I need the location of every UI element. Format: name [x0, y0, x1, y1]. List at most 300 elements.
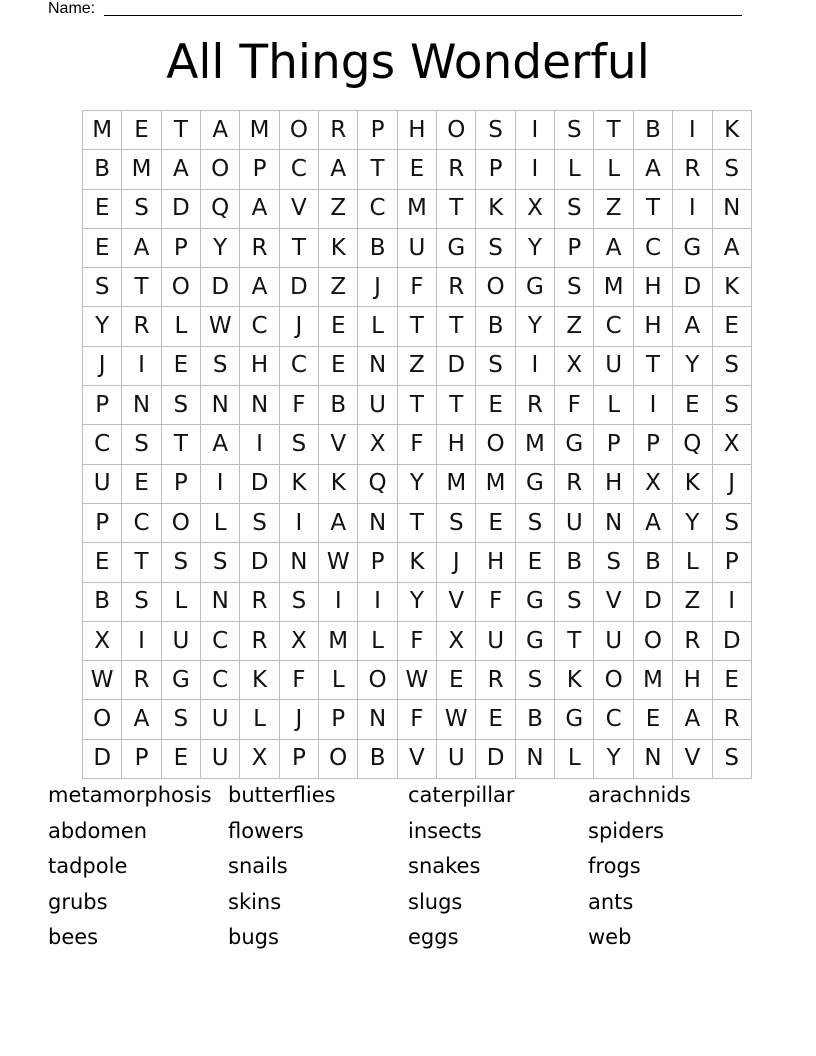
grid-cell: V	[397, 739, 436, 778]
grid-cell: P	[161, 228, 200, 267]
grid-cell: V	[594, 582, 633, 621]
word-list-item: flowers	[228, 818, 304, 843]
grid-cell: Y	[515, 307, 554, 346]
word-list	[48, 778, 768, 956]
grid-cell: J	[279, 700, 318, 739]
grid-cell: M	[476, 464, 515, 503]
grid-cell: L	[161, 307, 200, 346]
grid-cell: A	[594, 228, 633, 267]
grid-cell: B	[633, 111, 672, 150]
grid-cell: A	[122, 228, 161, 267]
grid-cell: T	[397, 503, 436, 542]
grid-cell: Y	[673, 346, 712, 385]
grid-cell: T	[437, 189, 476, 228]
grid-cell: M	[122, 150, 161, 189]
grid-cell: E	[476, 503, 515, 542]
grid-cell: N	[201, 582, 240, 621]
grid-cell: S	[555, 111, 594, 150]
grid-cell: B	[476, 307, 515, 346]
grid-cell: L	[358, 307, 397, 346]
grid-cell: M	[319, 621, 358, 660]
grid-cell: L	[594, 386, 633, 425]
grid-cell: E	[673, 386, 712, 425]
grid-cell: Y	[594, 739, 633, 778]
grid-row	[83, 268, 752, 307]
grid-cell: G	[673, 228, 712, 267]
grid-row	[83, 582, 752, 621]
grid-cell: I	[633, 386, 672, 425]
grid-cell: U	[161, 621, 200, 660]
grid-cell: S	[122, 582, 161, 621]
grid-cell: J	[279, 307, 318, 346]
grid-cell: Z	[319, 268, 358, 307]
grid-cell: E	[712, 307, 751, 346]
grid-cell: X	[358, 425, 397, 464]
grid-cell: F	[279, 661, 318, 700]
grid-row	[83, 700, 752, 739]
grid-cell: E	[83, 228, 122, 267]
grid-cell: I	[201, 464, 240, 503]
grid-cell: N	[515, 739, 554, 778]
grid-cell: C	[358, 189, 397, 228]
grid-cell: I	[122, 346, 161, 385]
grid-cell: P	[279, 739, 318, 778]
grid-cell: B	[555, 543, 594, 582]
grid-cell: D	[201, 268, 240, 307]
grid-cell: R	[437, 268, 476, 307]
grid-cell: X	[555, 346, 594, 385]
grid-cell: T	[594, 111, 633, 150]
grid-cell: T	[397, 386, 436, 425]
grid-cell: O	[476, 268, 515, 307]
grid-cell: L	[673, 543, 712, 582]
grid-cell: W	[83, 661, 122, 700]
grid-cell: D	[437, 346, 476, 385]
grid-cell: D	[712, 621, 751, 660]
grid-cell: L	[555, 739, 594, 778]
grid-cell: T	[437, 307, 476, 346]
grid-cell: H	[594, 464, 633, 503]
word-list-item: slugs	[408, 889, 463, 914]
grid-cell: R	[240, 621, 279, 660]
grid-cell: P	[476, 150, 515, 189]
grid-cell: D	[161, 189, 200, 228]
grid-cell: U	[594, 621, 633, 660]
grid-cell: Z	[397, 346, 436, 385]
grid-cell: M	[515, 425, 554, 464]
grid-cell: T	[555, 621, 594, 660]
grid-cell: X	[515, 189, 554, 228]
grid-cell: E	[122, 464, 161, 503]
grid-cell: H	[633, 268, 672, 307]
grid-cell: N	[201, 386, 240, 425]
grid-cell: V	[673, 739, 712, 778]
grid-cell: J	[358, 268, 397, 307]
grid-cell: Z	[673, 582, 712, 621]
grid-cell: V	[319, 425, 358, 464]
grid-cell: U	[555, 503, 594, 542]
grid-cell: B	[83, 150, 122, 189]
grid-cell: U	[437, 739, 476, 778]
grid-cell: C	[122, 503, 161, 542]
grid-row	[83, 425, 752, 464]
grid-cell: O	[594, 661, 633, 700]
grid-cell: E	[83, 543, 122, 582]
grid-cell: N	[633, 739, 672, 778]
grid-cell: S	[122, 425, 161, 464]
grid-cell: S	[476, 111, 515, 150]
grid-cell: S	[555, 189, 594, 228]
grid-cell: S	[555, 582, 594, 621]
grid-cell: D	[476, 739, 515, 778]
grid-cell: S	[122, 189, 161, 228]
grid-cell: L	[358, 621, 397, 660]
grid-cell: E	[83, 189, 122, 228]
grid-row	[83, 739, 752, 778]
word-list-item: abdomen	[48, 818, 148, 843]
grid-cell: E	[515, 543, 554, 582]
grid-cell: R	[319, 111, 358, 150]
word-list-item: frogs	[588, 854, 641, 879]
grid-cell: R	[673, 150, 712, 189]
grid-cell: Y	[201, 228, 240, 267]
grid-row	[83, 386, 752, 425]
word-list-item: web	[588, 925, 632, 950]
grid-cell: O	[319, 739, 358, 778]
grid-cell: E	[633, 700, 672, 739]
grid-cell: M	[83, 111, 122, 150]
grid-cell: O	[476, 425, 515, 464]
grid-cell: S	[161, 700, 200, 739]
grid-cell: S	[476, 228, 515, 267]
word-list-item: insects	[408, 818, 482, 843]
grid-cell: A	[161, 150, 200, 189]
grid-cell: K	[712, 268, 751, 307]
grid-cell: N	[358, 346, 397, 385]
grid-cell: F	[476, 582, 515, 621]
grid-cell: C	[201, 661, 240, 700]
grid-row	[83, 503, 752, 542]
grid-cell: T	[279, 228, 318, 267]
grid-cell: V	[437, 582, 476, 621]
grid-cell: O	[437, 111, 476, 150]
grid-cell: U	[594, 346, 633, 385]
letter-grid	[82, 110, 752, 779]
grid-cell: N	[279, 543, 318, 582]
grid-cell: R	[515, 386, 554, 425]
grid-cell: K	[319, 228, 358, 267]
grid-cell: S	[201, 543, 240, 582]
grid-cell: S	[161, 543, 200, 582]
grid-cell: Y	[83, 307, 122, 346]
grid-cell: P	[633, 425, 672, 464]
grid-cell: S	[515, 503, 554, 542]
grid-cell: K	[319, 464, 358, 503]
grid-cell: V	[279, 189, 318, 228]
word-list-item: bugs	[228, 925, 279, 950]
grid-cell: Q	[358, 464, 397, 503]
grid-cell: F	[397, 621, 436, 660]
grid-cell: S	[712, 346, 751, 385]
grid-cell: P	[712, 543, 751, 582]
grid-cell: P	[594, 425, 633, 464]
grid-cell: Z	[555, 307, 594, 346]
grid-cell: P	[555, 228, 594, 267]
grid-cell: X	[279, 621, 318, 660]
grid-cell: B	[515, 700, 554, 739]
grid-cell: O	[633, 621, 672, 660]
grid-cell: N	[240, 386, 279, 425]
grid-cell: E	[161, 739, 200, 778]
grid-cell: D	[240, 543, 279, 582]
grid-cell: R	[437, 150, 476, 189]
grid-cell: E	[122, 111, 161, 150]
grid-row	[83, 307, 752, 346]
grid-cell: S	[476, 346, 515, 385]
grid-row	[83, 228, 752, 267]
grid-cell: D	[633, 582, 672, 621]
grid-cell: U	[397, 228, 436, 267]
grid-cell: K	[397, 543, 436, 582]
grid-cell: S	[240, 503, 279, 542]
grid-cell: A	[240, 268, 279, 307]
word-list-item: snails	[228, 854, 288, 879]
grid-cell: T	[633, 346, 672, 385]
grid-cell: S	[161, 386, 200, 425]
grid-cell: S	[712, 503, 751, 542]
grid-row	[83, 346, 752, 385]
grid-row	[83, 661, 752, 700]
grid-cell: J	[83, 346, 122, 385]
grid-cell: K	[240, 661, 279, 700]
grid-cell: F	[555, 386, 594, 425]
grid-cell: X	[437, 621, 476, 660]
grid-cell: A	[122, 700, 161, 739]
grid-cell: S	[712, 739, 751, 778]
grid-cell: O	[279, 111, 318, 150]
grid-cell: R	[712, 700, 751, 739]
grid-cell: I	[515, 111, 554, 150]
grid-cell: C	[83, 425, 122, 464]
word-list-item: spiders	[588, 818, 664, 843]
grid-cell: L	[240, 700, 279, 739]
grid-cell: G	[161, 661, 200, 700]
grid-cell: P	[358, 111, 397, 150]
grid-cell: W	[397, 661, 436, 700]
grid-cell: R	[240, 582, 279, 621]
grid-row	[83, 111, 752, 150]
grid-cell: T	[397, 307, 436, 346]
grid-cell: K	[476, 189, 515, 228]
grid-cell: I	[358, 582, 397, 621]
grid-cell: U	[201, 700, 240, 739]
grid-cell: B	[633, 543, 672, 582]
grid-cell: X	[83, 621, 122, 660]
grid-cell: R	[476, 661, 515, 700]
grid-cell: E	[319, 307, 358, 346]
grid-cell: W	[201, 307, 240, 346]
grid-cell: O	[161, 503, 200, 542]
grid-cell: I	[673, 189, 712, 228]
name-blank-line	[104, 15, 742, 16]
grid-cell: B	[319, 386, 358, 425]
grid-cell: S	[279, 582, 318, 621]
grid-cell: Q	[673, 425, 712, 464]
grid-cell: R	[122, 661, 161, 700]
word-list-item: metamorphosis	[48, 783, 212, 807]
grid-cell: S	[712, 150, 751, 189]
grid-cell: M	[240, 111, 279, 150]
grid-cell: I	[319, 582, 358, 621]
grid-cell: J	[437, 543, 476, 582]
grid-cell: E	[319, 346, 358, 385]
grid-cell: H	[633, 307, 672, 346]
word-list-item: bees	[48, 925, 99, 950]
grid-cell: K	[712, 111, 751, 150]
grid-cell: D	[83, 739, 122, 778]
grid-cell: N	[358, 503, 397, 542]
grid-cell: M	[594, 268, 633, 307]
grid-cell: Z	[594, 189, 633, 228]
grid-row	[83, 543, 752, 582]
grid-cell: E	[437, 661, 476, 700]
grid-cell: L	[201, 503, 240, 542]
word-list-item: tadpole	[48, 854, 128, 879]
grid-cell: F	[397, 700, 436, 739]
grid-cell: M	[397, 189, 436, 228]
grid-cell: Y	[673, 503, 712, 542]
grid-cell: B	[358, 739, 397, 778]
grid-cell: I	[240, 425, 279, 464]
grid-cell: T	[437, 386, 476, 425]
grid-cell: S	[712, 386, 751, 425]
grid-cell: L	[555, 150, 594, 189]
grid-cell: A	[712, 228, 751, 267]
grid-cell: Y	[397, 582, 436, 621]
grid-cell: P	[83, 503, 122, 542]
grid-cell: Y	[515, 228, 554, 267]
grid-cell: G	[515, 621, 554, 660]
grid-cell: F	[279, 386, 318, 425]
grid-cell: O	[201, 150, 240, 189]
grid-cell: X	[633, 464, 672, 503]
grid-cell: H	[397, 111, 436, 150]
grid-cell: S	[279, 425, 318, 464]
grid-cell: C	[240, 307, 279, 346]
grid-cell: A	[240, 189, 279, 228]
grid-cell: O	[358, 661, 397, 700]
grid-cell: T	[122, 268, 161, 307]
grid-cell: N	[594, 503, 633, 542]
grid-cell: N	[712, 189, 751, 228]
grid-cell: C	[279, 150, 318, 189]
grid-cell: P	[122, 739, 161, 778]
grid-cell: O	[161, 268, 200, 307]
grid-cell: T	[358, 150, 397, 189]
grid-cell: I	[122, 621, 161, 660]
grid-cell: D	[279, 268, 318, 307]
grid-cell: P	[161, 464, 200, 503]
word-list-item: snakes	[408, 854, 481, 879]
grid-cell: I	[515, 346, 554, 385]
grid-cell: R	[555, 464, 594, 503]
grid-cell: U	[476, 621, 515, 660]
grid-cell: P	[319, 700, 358, 739]
grid-cell: H	[240, 346, 279, 385]
grid-cell: S	[594, 543, 633, 582]
grid-cell: C	[201, 621, 240, 660]
grid-cell: S	[437, 503, 476, 542]
grid-cell: G	[555, 425, 594, 464]
grid-cell: G	[555, 700, 594, 739]
grid-cell: A	[633, 150, 672, 189]
grid-cell: G	[515, 268, 554, 307]
grid-cell: K	[279, 464, 318, 503]
grid-cell: E	[476, 386, 515, 425]
grid-row	[83, 464, 752, 503]
grid-cell: C	[594, 307, 633, 346]
word-list-item: grubs	[48, 889, 108, 914]
word-list-item: skins	[228, 889, 282, 914]
grid-cell: X	[712, 425, 751, 464]
word-list-item: caterpillar	[408, 783, 515, 807]
grid-cell: T	[633, 189, 672, 228]
grid-cell: E	[476, 700, 515, 739]
grid-cell: J	[712, 464, 751, 503]
grid-row	[83, 189, 752, 228]
grid-cell: R	[673, 621, 712, 660]
grid-cell: D	[673, 268, 712, 307]
grid-cell: E	[161, 346, 200, 385]
grid-cell: R	[240, 228, 279, 267]
puzzle-title: All Things Wonderful	[166, 35, 650, 90]
grid-cell: Z	[319, 189, 358, 228]
grid-cell: U	[358, 386, 397, 425]
grid-cell: F	[397, 268, 436, 307]
grid-cell: A	[201, 111, 240, 150]
grid-cell: G	[515, 464, 554, 503]
grid-cell: Y	[397, 464, 436, 503]
grid-cell: K	[673, 464, 712, 503]
grid-cell: S	[555, 268, 594, 307]
grid-cell: S	[515, 661, 554, 700]
grid-row	[83, 621, 752, 660]
name-label: Name:	[48, 0, 96, 17]
grid-cell: A	[673, 700, 712, 739]
grid-cell: L	[161, 582, 200, 621]
grid-cell: E	[397, 150, 436, 189]
grid-cell: Q	[201, 189, 240, 228]
grid-cell: H	[437, 425, 476, 464]
grid-cell: A	[319, 503, 358, 542]
grid-cell: O	[83, 700, 122, 739]
grid-cell: A	[673, 307, 712, 346]
grid-cell: N	[122, 386, 161, 425]
grid-cell: G	[515, 582, 554, 621]
grid-cell: T	[161, 111, 200, 150]
grid-cell: U	[83, 464, 122, 503]
grid-cell: I	[673, 111, 712, 150]
grid-cell: F	[397, 425, 436, 464]
grid-cell: L	[319, 661, 358, 700]
grid-cell: W	[319, 543, 358, 582]
grid-cell: A	[319, 150, 358, 189]
name-field	[48, 0, 748, 18]
grid-cell: H	[476, 543, 515, 582]
grid-cell: P	[83, 386, 122, 425]
grid-cell: G	[437, 228, 476, 267]
grid-cell: X	[240, 739, 279, 778]
